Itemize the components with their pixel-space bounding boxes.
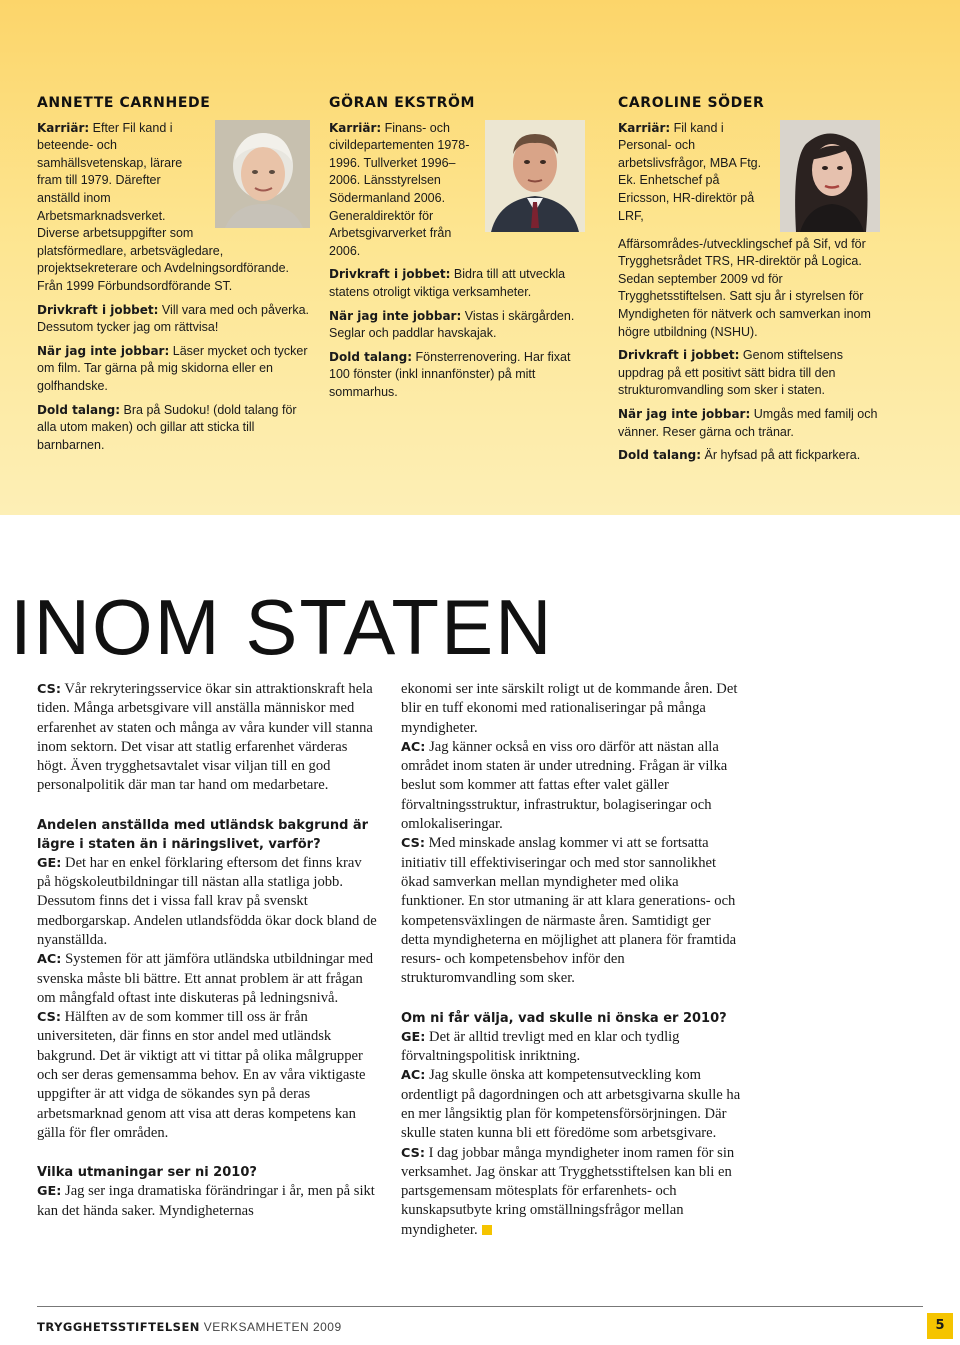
profile-free-time: När jag inte jobbar: Läser mycket och tycker om film. Tar gärna på mig skidorna eller en golfhandske.	[37, 343, 308, 393]
answer-ge: GE: Det har en enkel förklaring eftersom det finns krav på högskoleutbildningar till nästan alla statliga jobb. Dessutom finns det i vissa fall krav på svenskt medborgarskap. Andelen utlandsfödda ökar dock bland de nyanställda.	[37, 854, 377, 948]
profile-talent: Dold talang: Är hyfsad på att fickparkera.	[618, 448, 861, 463]
answer-cs: CS: Vår rekryteringsservice ökar sin attraktionskraft hela tiden. Många arbetsgivare vill anställa människor med erfarenhet av staten och många av våra kunder vill stanna inom sektorn. Det visar att statlig erfarenhet värderas högt. Även trygghetsavtalet visar viljan till en god personalpolitik där man tar hand om medarbetare.	[37, 681, 373, 794]
answer-continued: ekonomi ser inte särskilt roligt ut de kommande åren. Det blir en tuff ekonomi med rationaliseringar på många myndigheter.	[401, 681, 738, 736]
answer-ac: AC: Systemen för att jämföra utländska utbildningar med svenska måste bli bättre. Ett annat problem är att frågan om mångfald oftast inte diskuteras på ledningsnivå.	[37, 951, 374, 1006]
profile-free-time: När jag inte jobbar: Umgås med familj och vänner. Reser gärna och tränar.	[618, 406, 878, 439]
profile-name: ANNETTE CARNHEDE	[37, 95, 211, 111]
profile-annette	[37, 95, 310, 460]
answer-cs: CS: Hälften av de som kommer till oss är från universiteten, där finns en stor andel med utländsk bakgrund. Det är viktigt att vi tittar på olika målgrupper och ser deras gemensamma behov. En av våra viktigaste uppgifter är att vidga de sökandes syn på deras arbetsmarknad genom att visa att deras kompetens kan gälla för fler områden.	[37, 1009, 366, 1141]
profile-name: GÖRAN EKSTRÖM	[329, 95, 476, 111]
answer-ge: GE: Det är alltid trevligt med en klar och tydlig förvaltningspolitisk inriktning.	[401, 1028, 680, 1065]
profile-goran	[329, 95, 585, 408]
profile-drive: Drivkraft i jobbet: Vill vara med och påverka. Dessutom tycker jag om rättvisa!	[37, 302, 309, 335]
footer-org: TRYGGHETSSTIFTELSEN	[37, 1320, 200, 1334]
question-heading: Vilka utmaningar ser ni 2010?	[37, 1165, 257, 1181]
answer-ge: GE: Jag ser inga dramatiska förändringar i år, men på sikt kan det hända saker. Myndigheternas	[37, 1183, 375, 1219]
footer-report: VERKSAMHETEN 2009	[203, 1320, 342, 1334]
profile-free-time: När jag inte jobbar: Vistas i skärgården. Seglar och paddlar havskajak.	[329, 308, 575, 341]
profile-talent: Dold talang: Bra på Sudoku! (dold talang för alla utom maken) och gillar att sticka till barnbarnen.	[37, 402, 297, 452]
portrait-woman-dark-hair-icon	[780, 120, 880, 232]
answer-ac: AC: Jag känner också en viss oro därför att nästan alla området inom staten är under utredning. Frågan är vilka beslut som kommer att fattas efter valet gäller förvaltningsstruktur, infrastruktur, bolagiseringar och omlokaliseringar.	[401, 738, 728, 833]
portrait-older-woman-icon	[215, 120, 310, 228]
portrait-man-suit-icon	[485, 120, 585, 232]
footer	[37, 1320, 342, 1334]
profile-caroline	[618, 95, 880, 471]
interview-right-column	[401, 680, 741, 1240]
question-heading: Om ni får välja, vad skulle ni önska er 2010?	[401, 1010, 727, 1026]
section-title: INOM STATEN	[10, 583, 554, 671]
answer-ac: AC: Jag skulle önska att kompetensutveckling kom ordentligt på dagordningen och att arbetsgivarna skulle ha en mer långsiktig plan för kompetensförsörjningen. Där skulle staten kunna bli ett föredöme som arbetsgivare.	[401, 1067, 741, 1142]
page-number: 5	[927, 1313, 953, 1339]
profile-career: Karriär: Fil kand i Personal- och arbetslivsfrågor, MBA Ftg. Ek. Enhetschef på Ericsson, HR-direktör på LRF, Affärsområdes-/utvecklingschef på Sif, vd för Trygghetsrådet TRS, HR-direktör på Logica. Sedan september 2009 vd för Trygghetsstiftelsen. Satt sju år i styrelsen för Myndigheten för nätverk och samverkan inom högre utbildning (NSHU).	[618, 120, 871, 339]
end-mark-icon	[482, 1225, 492, 1235]
question-heading: Andelen anställda med utländsk bakgrund är lägre i staten än i näringslivet, varför?	[37, 817, 369, 852]
profile-drive: Drivkraft i jobbet: Bidra till att utveckla statens otroligt viktiga verksamheter.	[329, 267, 566, 299]
profile-career: Karriär: Finans- och civildepartementen 1978-1996. Tullverket 1996–2006. Länsstyrelsen Södermanland 2006. Generaldirektör för Arbetsgivarverket från 2006.	[329, 120, 470, 258]
answer-cs: CS: I dag jobbar många myndigheter inom ramen för sin verksamhet. Jag önskar att Trygghetsstiftelsen kan bli en partsgemensam mötesplats för erfarenhets- och kunskapsutbyte kring omställningsfrågor mellan myndigheter.	[401, 1144, 735, 1238]
footer-divider	[37, 1306, 923, 1307]
profile-career: Karriär: Efter Fil kand i beteende- och samhällsvetenskap, lärare fram till 1979. Därefter anställd inom Arbetsmarknadsverket. Diverse arbetsuppgifter som platsförmedlare, arbetsvägledare, projektsekreterare och Avdelningsordförande. Från 1999 Förbundsordförande ST.	[37, 120, 290, 293]
profile-talent: Dold talang: Fönsterrenovering. Har fixat 100 fönster (inkl innanfönster) på mitt sommarhus.	[329, 349, 571, 399]
interview-left-column	[37, 680, 377, 1221]
profile-drive: Drivkraft i jobbet: Genom stiftelsens uppdrag på ett positivt sätt bidra till den strukturomvandling som sker i staten.	[618, 348, 843, 398]
profile-name: CAROLINE SÖDER	[618, 95, 765, 111]
answer-cs: CS: Med minskade anslag kommer vi att se fortsatta initiativ till effektiviseringar och med stor sannolikhet ökad samverkan mellan myndigheter med olika funktioner. En stor utmaning är att klara generations- och kompetensväxlingen de närmaste åren. Samtidigt ger detta myndigheterna en möjlighet att planera för framtida resurs- och kompetensbehov inför den strukturomvandling som sker.	[401, 835, 737, 987]
